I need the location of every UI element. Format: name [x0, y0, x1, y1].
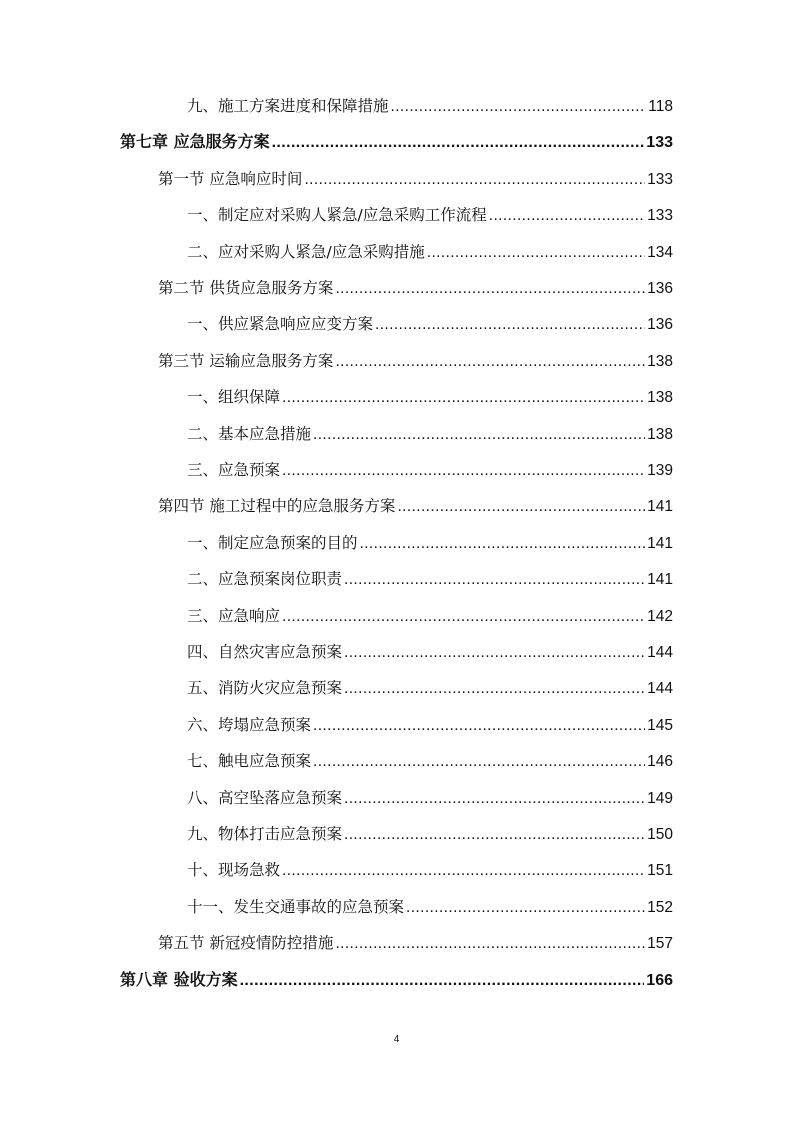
- toc-dot-leader: [489, 201, 645, 231]
- toc-entry-title: 十、现场急救: [187, 861, 281, 879]
- toc-entry-page: 146: [647, 753, 673, 770]
- toc-dot-leader: [282, 856, 645, 886]
- toc-entry[interactable]: [187, 528, 673, 558]
- toc-entry-page: 144: [647, 644, 673, 661]
- toc-entry[interactable]: [158, 928, 673, 958]
- toc-entry-title: 第五节 新冠疫情防控措施: [158, 934, 334, 952]
- toc-entry[interactable]: [187, 819, 673, 849]
- toc-dot-leader: [344, 638, 645, 668]
- toc-dot-leader: [344, 565, 645, 595]
- toc-dot-leader: [391, 92, 647, 122]
- toc-entry-page: 138: [647, 353, 673, 370]
- toc-entry-title: 二、应对采购人紧急/应急采购措施: [187, 243, 425, 261]
- toc-entry[interactable]: [158, 346, 673, 376]
- toc-entry-page: 133: [647, 207, 673, 224]
- toc-entry-page: 142: [647, 608, 673, 625]
- toc-entry-page: 150: [647, 826, 673, 843]
- toc-entry-page: 136: [647, 280, 673, 297]
- toc-entry[interactable]: [158, 164, 673, 194]
- toc-dot-leader: [272, 128, 645, 158]
- toc-dot-leader: [240, 966, 645, 996]
- toc-dot-leader: [313, 747, 645, 777]
- toc-entry-title: 四、自然灾害应急预案: [187, 643, 343, 661]
- toc-dot-leader: [282, 383, 645, 413]
- toc-dot-leader: [344, 674, 645, 704]
- toc-dot-leader: [360, 529, 646, 559]
- toc-entry-title: 八、高空坠落应急预案: [187, 789, 343, 807]
- toc-entry-page: 138: [647, 426, 673, 443]
- toc-entry[interactable]: [158, 491, 673, 521]
- toc-dot-leader: [375, 310, 645, 340]
- toc-entry-page: 152: [647, 899, 673, 916]
- toc-entry-page: 166: [646, 972, 673, 989]
- toc-entry-page: 149: [647, 790, 673, 807]
- toc-dot-leader: [304, 165, 645, 195]
- toc-dot-leader: [335, 929, 645, 959]
- toc-entry[interactable]: [187, 855, 673, 885]
- toc-entry[interactable]: [187, 673, 673, 703]
- toc-entry-page: 151: [647, 862, 673, 879]
- toc-entry[interactable]: [187, 419, 673, 449]
- toc-dot-leader: [406, 893, 645, 923]
- toc-entry-title: 九、施工方案进度和保障措施: [187, 97, 389, 115]
- toc-entry[interactable]: [187, 382, 673, 412]
- toc-entry[interactable]: [187, 783, 673, 813]
- toc-entry-page: 144: [647, 680, 673, 697]
- toc-entry-page: 141: [647, 498, 673, 515]
- toc-entry-title: 第一节 应急响应时间: [158, 170, 303, 188]
- toc-dot-leader: [282, 602, 645, 632]
- toc-entry-title: 九、物体打击应急预案: [187, 825, 343, 843]
- toc-dot-leader: [397, 492, 645, 522]
- toc-entry[interactable]: [158, 273, 673, 303]
- toc-entry-title: 三、应急响应: [187, 607, 281, 625]
- toc-entry-title: 第四节 施工过程中的应急服务方案: [158, 497, 396, 515]
- toc-entry[interactable]: [187, 455, 673, 485]
- toc-entry-title: 第二节 供货应急服务方案: [158, 279, 334, 297]
- toc-entry-page: 141: [647, 535, 673, 552]
- toc-entry[interactable]: [187, 200, 673, 230]
- toc-dot-leader: [427, 238, 645, 268]
- toc-entry-page: 133: [646, 134, 673, 151]
- toc-entry[interactable]: [187, 601, 673, 631]
- toc-dot-leader: [313, 711, 645, 741]
- toc-entry[interactable]: [187, 91, 673, 121]
- toc-entry-title: 第八章 验收方案: [120, 970, 238, 989]
- toc-entry-page: 138: [647, 389, 673, 406]
- toc-entry[interactable]: [187, 746, 673, 776]
- toc-entry[interactable]: [120, 127, 673, 157]
- toc-entry[interactable]: [187, 710, 673, 740]
- toc-dot-leader: [344, 820, 645, 850]
- toc-entry-title: 三、应急预案: [187, 461, 281, 479]
- toc-entry-page: 145: [647, 717, 673, 734]
- toc-entry-title: 第三节 运输应急服务方案: [158, 352, 334, 370]
- toc-entry-title: 第七章 应急服务方案: [120, 132, 270, 151]
- toc-entry[interactable]: [120, 965, 673, 995]
- toc-entry-page: 157: [647, 935, 673, 952]
- toc-entry-title: 一、组织保障: [187, 388, 281, 406]
- toc-entry-page: 136: [647, 316, 673, 333]
- toc-entry-title: 十一、发生交通事故的应急预案: [187, 898, 405, 916]
- toc-entry-title: 二、基本应急措施: [187, 425, 312, 443]
- toc-entry-title: 二、应急预案岗位职责: [187, 570, 343, 588]
- toc-entry-title: 五、消防火灾应急预案: [187, 679, 343, 697]
- toc-entry[interactable]: [187, 892, 673, 922]
- toc-dot-leader: [344, 784, 645, 814]
- toc-entry-title: 一、制定应对采购人紧急/应急采购工作流程: [187, 206, 487, 224]
- toc-entry-page: 134: [647, 244, 673, 261]
- toc-dot-leader: [282, 456, 645, 486]
- toc-entry-title: 一、供应紧急响应应变方案: [187, 315, 374, 333]
- toc-entry-title: 六、垮塌应急预案: [187, 716, 312, 734]
- toc-entry-page: 133: [647, 171, 673, 188]
- toc-entry-page: 118: [648, 98, 673, 115]
- page-number: 4: [393, 1034, 400, 1045]
- toc-dot-leader: [335, 347, 645, 377]
- toc-entry[interactable]: [187, 237, 673, 267]
- toc-entry-page: 139: [647, 462, 673, 479]
- toc-dot-leader: [313, 420, 645, 450]
- toc-entry-title: 一、制定应急预案的目的: [187, 534, 358, 552]
- toc-entry[interactable]: [187, 637, 673, 667]
- toc-entry-page: 141: [647, 571, 673, 588]
- toc-entry-title: 七、触电应急预案: [187, 752, 312, 770]
- toc-dot-leader: [335, 274, 645, 304]
- toc-entry[interactable]: [187, 564, 673, 594]
- toc-entry[interactable]: [187, 309, 673, 339]
